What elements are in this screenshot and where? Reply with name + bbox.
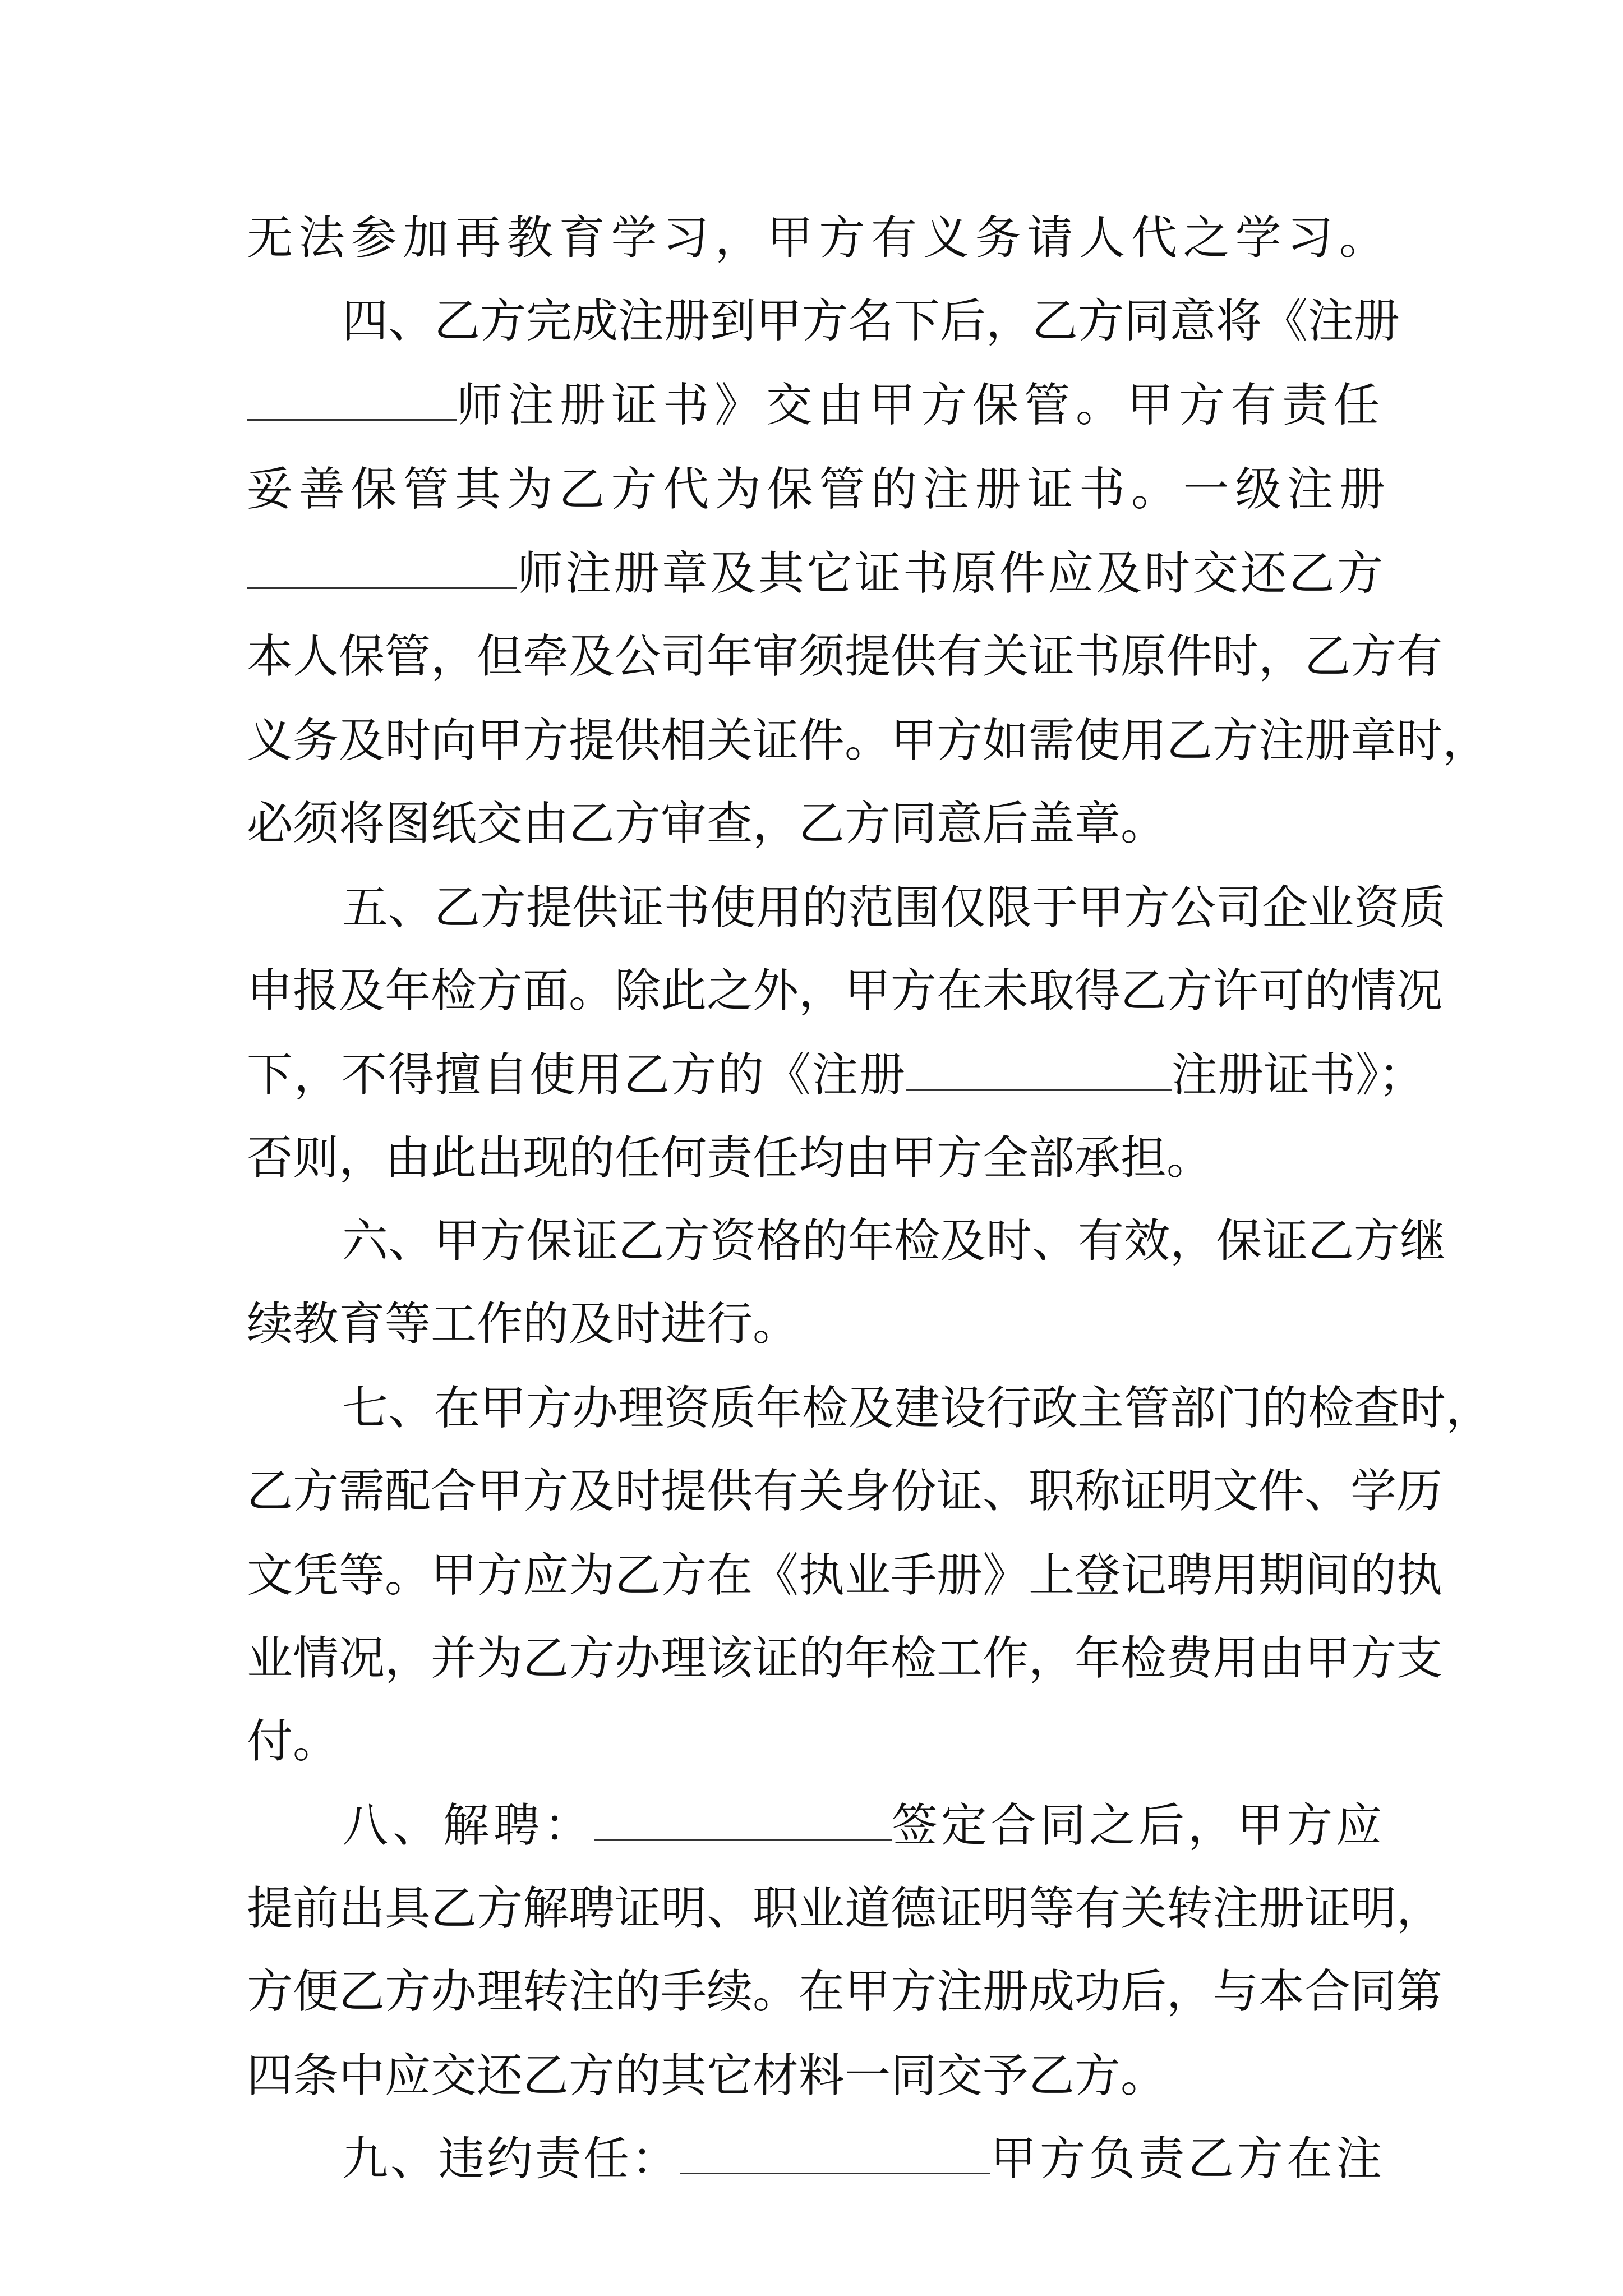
- text-segment: 九、违约责任：: [342, 2132, 680, 2185]
- paragraph-6-start: [342, 1202, 1446, 1281]
- text-segment: 方便乙方办理转注的手续。在甲方注册成功后，与本合同第: [247, 1965, 1443, 2018]
- text-line: [247, 618, 1443, 696]
- text-line: [247, 1953, 1443, 2031]
- text-segment: 师注册证书》交由甲方保管。甲方有责任: [456, 379, 1385, 432]
- text-segment: 续教育等工作的及时进行。: [247, 1297, 799, 1351]
- paragraph-5-start: [342, 869, 1446, 947]
- text-segment: 注册证书》；: [1171, 1048, 1424, 1102]
- text-segment: 四条中应交还乙方的其它材料一同交予乙方。: [247, 2049, 1167, 2102]
- fill-in-blank[interactable]: [247, 553, 517, 589]
- paragraph-9-start: [342, 2120, 1385, 2198]
- text-line: [247, 1285, 1385, 1364]
- text-segment: 无法参加再教育学习，甲方有义务请人代之学习。: [247, 211, 1385, 265]
- text-segment: 付。: [247, 1715, 339, 1768]
- paragraph-8-start: [342, 1787, 1385, 1865]
- text-line-with-blank: [247, 366, 1385, 445]
- text-segment: 七、在甲方办理资质年检及建设行政主管部门的检查时，: [342, 1382, 1492, 1435]
- fill-in-blank[interactable]: [594, 1805, 892, 1841]
- text-line: [247, 450, 1385, 529]
- text-segment: 六、甲方保证乙方资格的年检及时、有效，保证乙方继: [342, 1214, 1446, 1268]
- fill-in-blank[interactable]: [680, 2138, 990, 2174]
- text-line: [247, 952, 1443, 1030]
- text-segment: 申报及年检方面。除此之外，甲方在未取得乙方许可的情况: [247, 964, 1443, 1018]
- text-line: [247, 1119, 1385, 1198]
- text-line: [247, 702, 1489, 780]
- text-segment: 签定合同之后，甲方应: [891, 1799, 1385, 1852]
- text-segment: 下，不得擅自使用乙方的《注册: [247, 1048, 907, 1102]
- paragraph-7-start: [342, 1369, 1492, 1448]
- text-segment: 义务及时向甲方提供相关证件。甲方如需使用乙方注册章时，: [247, 714, 1489, 767]
- text-segment: 提前出具乙方解聘证明、职业道德证明等有关转注册证明，: [247, 1882, 1443, 1935]
- text-line: [247, 1536, 1443, 1615]
- fill-in-blank[interactable]: [247, 384, 457, 421]
- text-segment: 师注册章及其它证书原件应及时交还乙方: [517, 547, 1385, 600]
- text-line: [247, 1619, 1443, 1698]
- text-segment: 业情况，并为乙方办理该证的年检工作，年检费用由甲方支: [247, 1632, 1443, 1685]
- text-line-with-blank: [247, 535, 1385, 613]
- text-segment: 本人保管，但牵及公司年审须提供有关证书原件时，乙方有: [247, 630, 1443, 683]
- text-line: [247, 2037, 1385, 2115]
- paragraph-4-start: [342, 282, 1400, 361]
- text-segment: 四、乙方完成注册到甲方名下后，乙方同意将《注册: [342, 295, 1400, 348]
- text-segment: 乙方需配合甲方及时提供有关身份证、职称证明文件、学历: [247, 1465, 1443, 1518]
- text-segment: 否则，由此出现的任何责任均由甲方全部承担。: [247, 1131, 1213, 1185]
- text-segment: 必须将图纸交由乙方审查，乙方同意后盖章。: [247, 797, 1167, 850]
- text-line: [247, 1870, 1443, 1948]
- fill-in-blank[interactable]: [906, 1054, 1172, 1091]
- text-line: [247, 1703, 1385, 1781]
- text-line: [247, 785, 1385, 863]
- text-segment: 妥善保管其为乙方代为保管的注册证书。一级注册: [247, 463, 1385, 516]
- text-line: [247, 1452, 1443, 1531]
- text-line-with-blank: [247, 1036, 1424, 1115]
- text-segment: 八、解聘：: [342, 1799, 595, 1852]
- text-line: [247, 199, 1385, 278]
- text-segment: 甲方负责乙方在注: [990, 2132, 1385, 2185]
- text-segment: 文凭等。甲方应为乙方在《执业手册》上登记聘用期间的执: [247, 1549, 1443, 1602]
- text-segment: 五、乙方提供证书使用的范围仅限于甲方公司企业资质: [342, 881, 1446, 935]
